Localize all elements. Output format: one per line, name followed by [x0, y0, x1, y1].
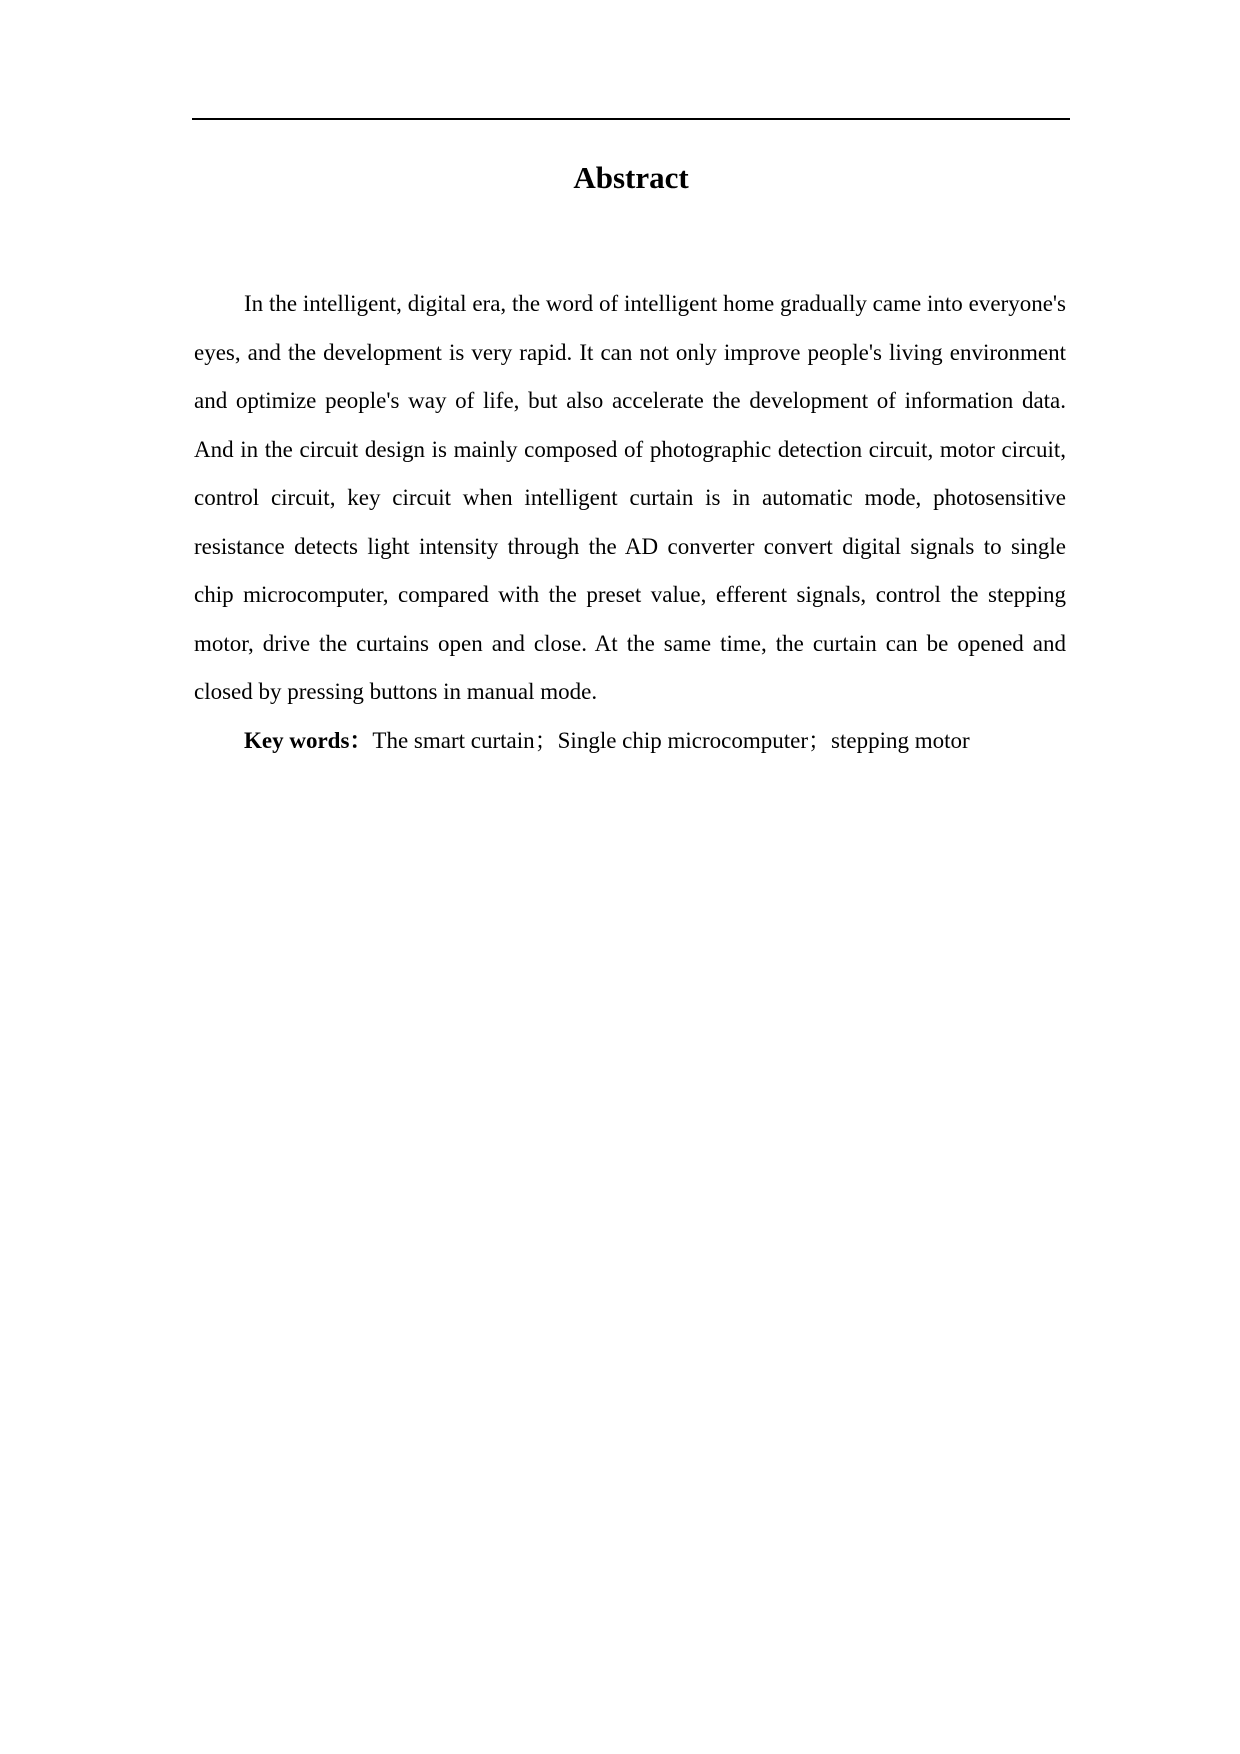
abstract-body: [194, 280, 1066, 765]
header-rule: [192, 118, 1070, 120]
keywords-line: [194, 717, 1066, 766]
keywords-label: Key words：: [244, 727, 373, 753]
keyword-item: The smart curtain；: [372, 727, 558, 753]
keyword-item: Single chip microcomputer；: [557, 727, 832, 753]
abstract-paragraph: In the intelligent, digital era, the word of intelligent home gradually came into everyone's eyes, and the development is very rapid. It can not only improve people's living environment and optimize people's way of life, but also accelerate the development of information data. And in the circuit design is mainly composed of photographic detection circuit, motor circuit, control circuit, key circuit when intelligent curtain is in automatic mode, photosensitive resistance detects light intensity through the AD converter convert digital signals to single chip microcomputer, compared with the preset value, efferent signals, control the stepping motor, drive the curtains open and close. At the same time, the curtain can be opened and closed by pressing buttons in manual mode.: [194, 291, 1066, 704]
page-title: Abstract: [573, 160, 689, 195]
keyword-item: stepping motor: [831, 727, 970, 753]
